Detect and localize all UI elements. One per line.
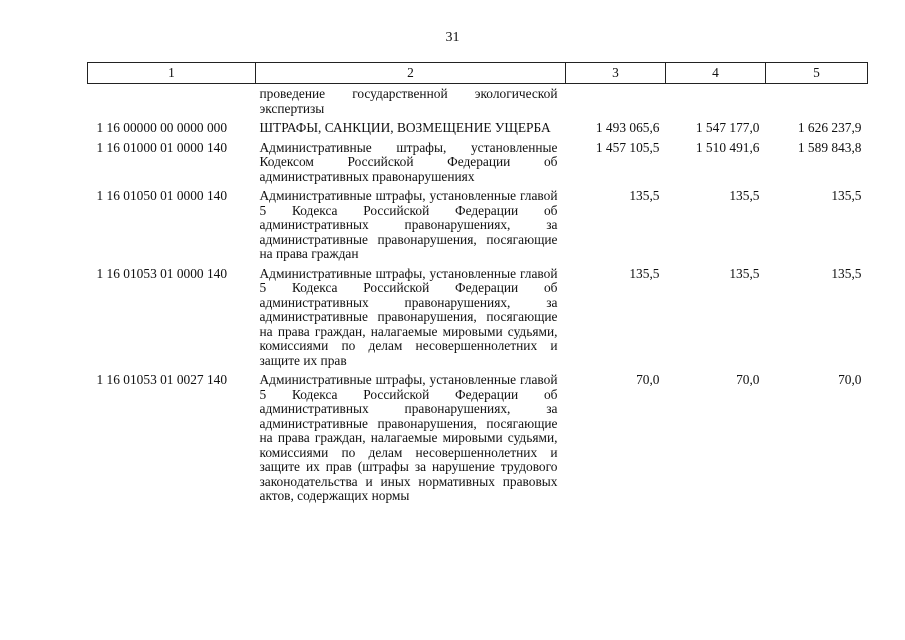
amount-year-3-cell: 1 626 237,9: [797, 120, 862, 135]
revenue-name-cell: Административные штрафы, установленные Кодексом Российской Федерации об административных правонарушениях: [259, 139, 558, 184]
amount-year-2-cell: 1 547 177,0: [695, 120, 760, 135]
amount-year-2-cell: [666, 84, 766, 117]
budget-code-cell: 1 16 01053 01 0000 140: [96, 265, 228, 281]
budget-revenue-table: [87, 62, 868, 504]
table-row: [88, 116, 868, 136]
amount-year-3-cell: 1 589 843,8: [797, 139, 862, 155]
page-number: 31: [445, 30, 460, 45]
table-row: [88, 136, 868, 185]
amount-year-1-cell: 135,5: [629, 188, 660, 203]
amount-year-3-cell: [766, 84, 868, 117]
revenue-name-cell: ШТРАФЫ, САНКЦИИ, ВОЗМЕЩЕНИЕ УЩЕРБА: [259, 120, 551, 135]
table-row: [88, 84, 868, 117]
amount-year-2-cell: 70,0: [736, 372, 760, 387]
revenue-name-cell: Административные штрафы, установленные главой 5 Кодекса Российской Федерации об административных правонарушениях, за административные правонарушения, посягающие на права граждан, налагаемые мировыми судьями, комиссиями по делам несовершеннолетних и защите их прав: [259, 265, 558, 368]
revenue-name-cell: Административные штрафы, установленные главой 5 Кодекса Российской Федерации об административных правонарушениях, за административные правонарушения, посягающие на права граждан: [259, 188, 558, 261]
column-header-year-1: 3: [566, 63, 666, 84]
table-row: [88, 368, 868, 504]
amount-year-2-cell: 135,5: [729, 188, 760, 203]
column-header-name: 2: [256, 63, 566, 84]
column-header-code: 1: [88, 63, 256, 84]
column-header-year-2: 4: [666, 63, 766, 84]
amount-year-1-cell: 135,5: [629, 265, 660, 281]
amount-year-3-cell: 135,5: [831, 188, 862, 203]
budget-code-cell: 1 16 01000 01 0000 140: [96, 139, 228, 155]
budget-code-cell: 1 16 01053 01 0027 140: [96, 372, 228, 387]
amount-year-1-cell: 1 457 105,5: [595, 139, 660, 155]
column-header-year-3: 5: [766, 63, 868, 84]
budget-code-cell: 1 16 01050 01 0000 140: [96, 188, 228, 203]
amount-year-1-cell: 70,0: [636, 372, 660, 387]
revenue-name-cell: Административные штрафы, установленные главой 5 Кодекса Российской Федерации об административных правонарушениях, за административные правонарушения, посягающие на права граждан, налагаемые мировыми судьями, комиссиями по делам несовершеннолетних и защите их прав (штрафы за нарушение трудового законодательства и иных нормативных правовых актов, содержащих нормы: [259, 372, 558, 503]
amount-year-1-cell: 1 493 065,6: [595, 120, 660, 135]
table-header-row: [88, 63, 868, 84]
table-row: [88, 184, 868, 262]
amount-year-2-cell: 135,5: [729, 265, 760, 281]
budget-code-cell: [88, 84, 256, 117]
amount-year-3-cell: 135,5: [831, 265, 862, 281]
table-row: [88, 262, 868, 369]
amount-year-1-cell: [566, 84, 666, 117]
amount-year-3-cell: 70,0: [838, 372, 862, 387]
revenue-name-cell: проведение государственной экологической экспертизы: [259, 86, 558, 116]
budget-code-cell: 1 16 00000 00 0000 000: [96, 120, 228, 135]
amount-year-2-cell: 1 510 491,6: [695, 139, 760, 155]
